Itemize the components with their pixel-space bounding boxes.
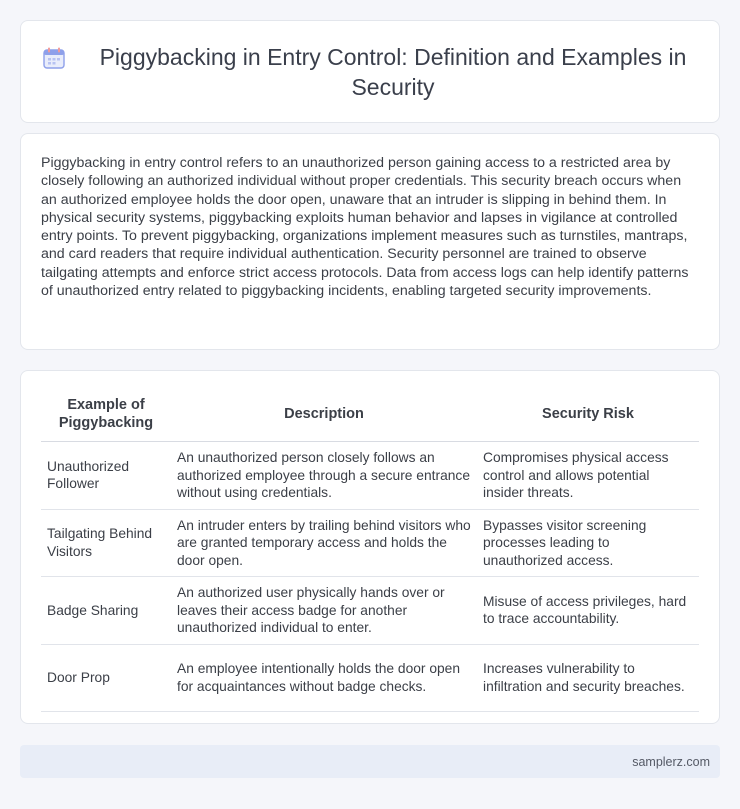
table-row bbox=[41, 645, 699, 712]
header bbox=[21, 21, 719, 122]
intro-card bbox=[20, 133, 720, 350]
cell-description: An employee intentionally holds the door open for acquaintances without badge checks. bbox=[171, 645, 477, 712]
cell-description: An authorized user physically hands over or leaves their access badge for another unauthorized individual to enter. bbox=[171, 577, 477, 645]
cell-example: Unauthorized Follower bbox=[41, 442, 171, 510]
cell-description: An unauthorized person closely follows an authorized employee through a secure entrance without using credentials. bbox=[171, 442, 477, 510]
table-row bbox=[41, 577, 699, 645]
table-row bbox=[41, 442, 699, 510]
cell-risk: Bypasses visitor screening processes leading to unauthorized access. bbox=[477, 510, 699, 578]
footer bbox=[20, 745, 720, 778]
piggybacking-table bbox=[41, 387, 699, 712]
cell-example: Badge Sharing bbox=[41, 577, 171, 645]
table-row bbox=[41, 510, 699, 578]
calendar-icon bbox=[41, 45, 67, 71]
header-description: Description bbox=[171, 387, 477, 442]
cell-description: An intruder enters by trailing behind visitors who are granted temporary access and holds the door open. bbox=[171, 510, 477, 578]
table-card bbox=[20, 370, 720, 724]
cell-risk: Increases vulnerability to infiltration and security breaches. bbox=[477, 645, 699, 712]
cell-risk: Compromises physical access control and allows potential insider threats. bbox=[477, 442, 699, 510]
page-title: Piggybacking in Entry Control: Definition and Examples in Security bbox=[99, 43, 687, 100]
header-card bbox=[20, 20, 720, 123]
footer-site-link[interactable]: samplerz.com bbox=[632, 754, 710, 769]
header-risk: Security Risk bbox=[477, 387, 699, 442]
intro-paragraph: Piggybacking in entry control refers to an unauthorized person gaining access to a restricted area by closely following an authorized individual without proper credentials. This security breach occurs when an authorized employee holds the door open, unaware that an intruder is slipping in behind them. In physical security systems, piggybacking exploits human behavior and lapses in vigilance at controlled entry points. To prevent piggybacking, organizations implement measures such as turnstiles, mantraps, and card readers that require individual authentication. Security personnel are trained to observe tailgating attempts and enforce strict access protocols. Data from access logs can help identify patterns of unauthorized entry related to piggybacking incidents, enabling targeted security improvements. bbox=[41, 155, 689, 300]
cell-example: Door Prop bbox=[41, 645, 171, 712]
cell-risk: Misuse of access privileges, hard to trace accountability. bbox=[477, 577, 699, 645]
table-header-row bbox=[41, 387, 699, 442]
cell-example: Tailgating Behind Visitors bbox=[41, 510, 171, 578]
header-example: Example of Piggybacking bbox=[41, 387, 171, 442]
